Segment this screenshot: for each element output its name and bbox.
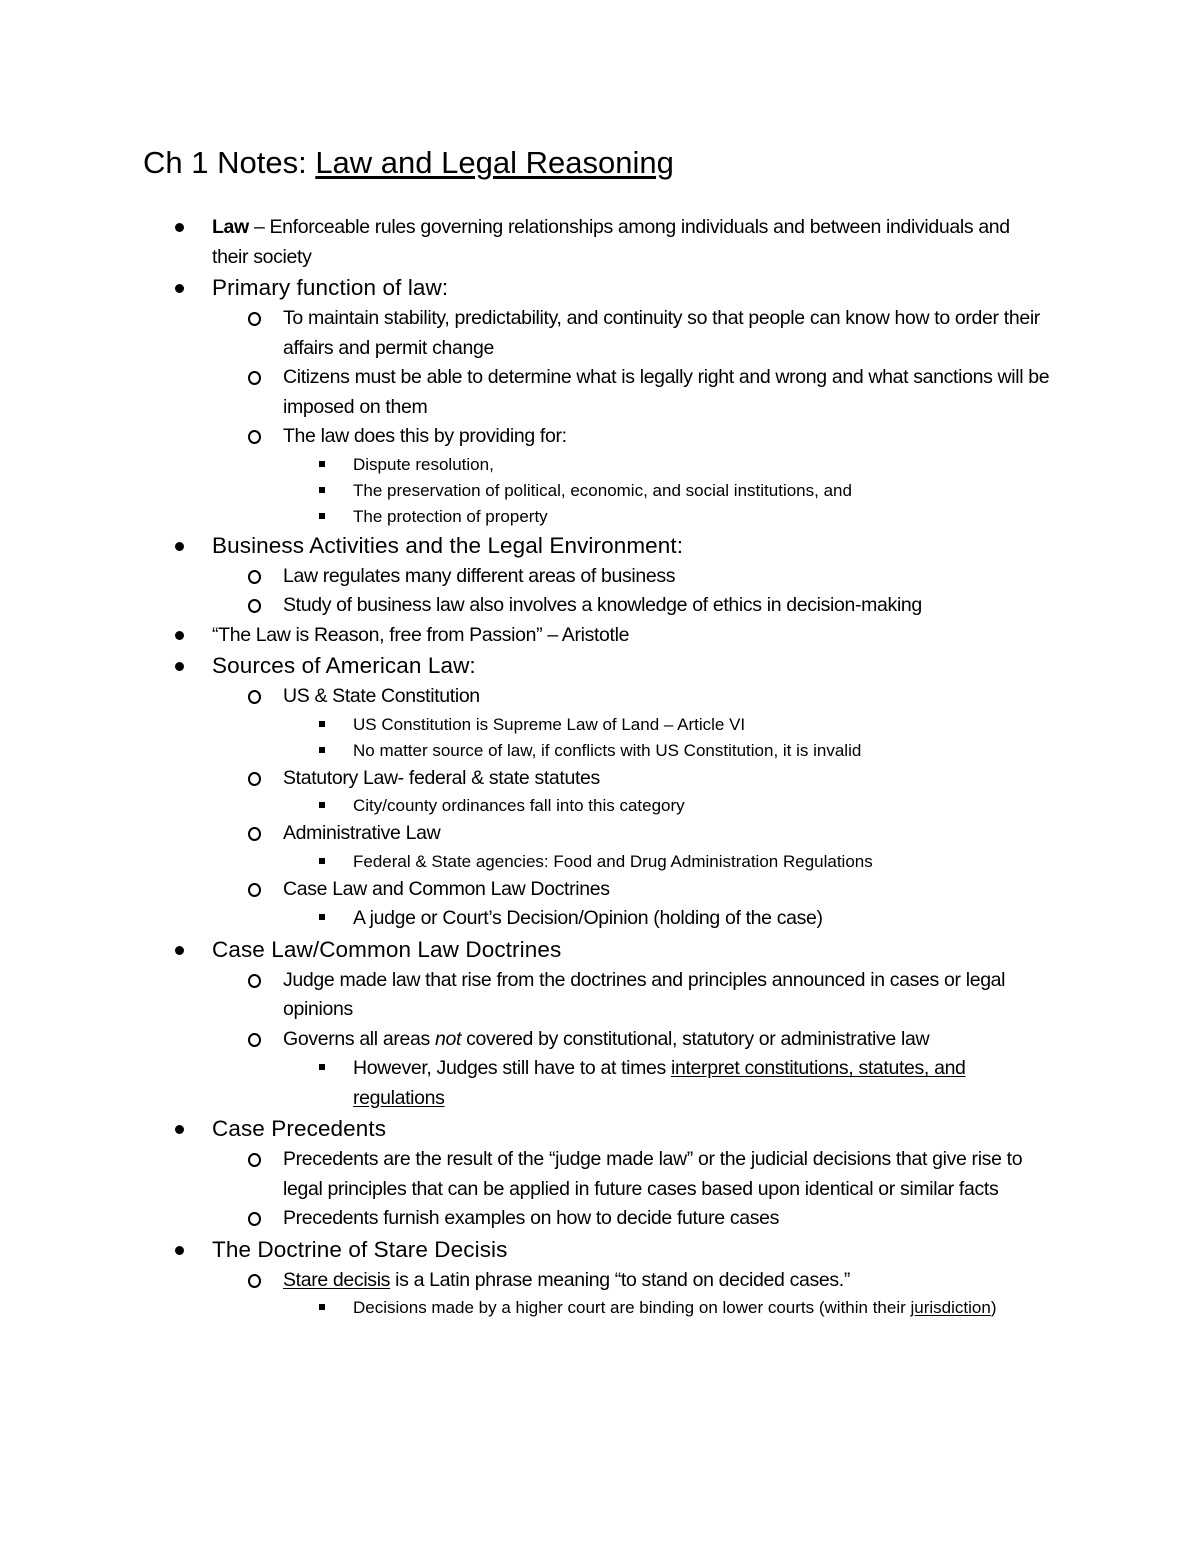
list-item: Precedents are the result of the “judge made law” or the judicial decisions that give rise to legal principles that can be applied in future cases based upon identical or similar facts (0, 1145, 1200, 1204)
list-item: The protection of property (0, 504, 1200, 530)
list-item: Governs all areas not covered by constitutional, statutory or administrative law (0, 1025, 1200, 1055)
bullet-icon (175, 946, 184, 955)
list-item: Law regulates many different areas of business (0, 562, 1200, 592)
list-item-primary-function: Primary function of law: (0, 272, 1200, 304)
circle-bullet-icon (248, 1212, 261, 1226)
square-bullet-icon (319, 461, 325, 467)
list-item-case-law: Case Law/Common Law Doctrines (0, 934, 1200, 966)
page-title (143, 143, 674, 183)
circle-bullet-icon (248, 883, 261, 897)
circle-bullet-icon (248, 827, 261, 841)
bullet-icon (175, 284, 184, 293)
underlined-phrase: interpret constitutions, statutes, and regulations (353, 1057, 966, 1109)
square-bullet-icon (319, 858, 325, 864)
list-item: A judge or Court’s Decision/Opinion (holding of the case) (0, 904, 1200, 934)
list-item-business-activities: Business Activities and the Legal Environment: (0, 530, 1200, 562)
circle-bullet-icon (248, 974, 261, 988)
list-item: The law does this by providing for: (0, 422, 1200, 452)
bullet-icon (175, 1246, 184, 1255)
list-item-law (0, 213, 1200, 272)
notes-list (0, 213, 1200, 1321)
bullet-icon (175, 542, 184, 551)
list-item: Stare decisis is a Latin phrase meaning “to stand on decided cases.” (0, 1266, 1200, 1296)
list-item-sources: Sources of American Law: (0, 650, 1200, 682)
circle-bullet-icon (248, 371, 261, 385)
title-underlined: Law and Legal Reasoning (315, 145, 674, 180)
list-item: US Constitution is Supreme Law of Land – Article VI (0, 712, 1200, 738)
square-bullet-icon (319, 1064, 325, 1070)
square-bullet-icon (319, 1304, 325, 1310)
bullet-icon (175, 662, 184, 671)
law-definition: – Enforceable rules governing relationships among individuals and between individuals and their society (212, 216, 1010, 268)
list-item: Judge made law that rise from the doctrines and principles announced in cases or legal opinions (0, 966, 1200, 1025)
square-bullet-icon (319, 487, 325, 493)
bullet-icon (175, 631, 184, 640)
list-item: Administrative Law (0, 819, 1200, 849)
circle-bullet-icon (248, 1153, 261, 1167)
list-item: The preservation of political, economic, and social institutions, and (0, 478, 1200, 504)
list-item-stare-decisis: The Doctrine of Stare Decisis (0, 1234, 1200, 1266)
circle-bullet-icon (248, 599, 261, 613)
underlined-phrase: Stare decisis (283, 1268, 391, 1291)
circle-bullet-icon (248, 312, 261, 326)
list-item: Decisions made by a higher court are binding on lower courts (within their jurisdiction) (0, 1295, 1200, 1321)
term-law: Law (212, 216, 249, 238)
circle-bullet-icon (248, 690, 261, 704)
square-bullet-icon (319, 747, 325, 753)
title-prefix: Ch 1 Notes: (143, 145, 316, 180)
list-item: Citizens must be able to determine what is legally right and wrong and what sanctions will be imposed on them (0, 363, 1200, 422)
emphasis-not: not (434, 1027, 462, 1050)
list-item: No matter source of law, if conflicts with US Constitution, it is invalid (0, 738, 1200, 764)
list-item: Federal & State agencies: Food and Drug Administration Regulations (0, 849, 1200, 875)
square-bullet-icon (319, 721, 325, 727)
circle-bullet-icon (248, 430, 261, 444)
square-bullet-icon (319, 802, 325, 808)
list-item-case-precedents: Case Precedents (0, 1113, 1200, 1145)
bullet-icon (175, 223, 184, 232)
list-item: Statutory Law- federal & state statutes (0, 764, 1200, 794)
list-item: To maintain stability, predictability, and continuity so that people can know how to order their affairs and permit change (0, 304, 1200, 363)
list-item: Precedents furnish examples on how to decide future cases (0, 1204, 1200, 1234)
list-item: Study of business law also involves a knowledge of ethics in decision-making (0, 591, 1200, 621)
circle-bullet-icon (248, 772, 261, 786)
underlined-phrase: jurisdiction (910, 1298, 991, 1317)
bullet-icon (175, 1125, 184, 1134)
list-item: Case Law and Common Law Doctrines (0, 875, 1200, 905)
list-item: However, Judges still have to at times interpret constitutions, statutes, and regulations (0, 1054, 1200, 1113)
list-item: US & State Constitution (0, 682, 1200, 712)
circle-bullet-icon (248, 570, 261, 584)
circle-bullet-icon (248, 1274, 261, 1288)
square-bullet-icon (319, 513, 325, 519)
circle-bullet-icon (248, 1033, 261, 1047)
square-bullet-icon (319, 914, 325, 920)
list-item: Dispute resolution, (0, 452, 1200, 478)
list-item-quote: “The Law is Reason, free from Passion” – Aristotle (0, 621, 1200, 651)
list-item: City/county ordinances fall into this category (0, 793, 1200, 819)
